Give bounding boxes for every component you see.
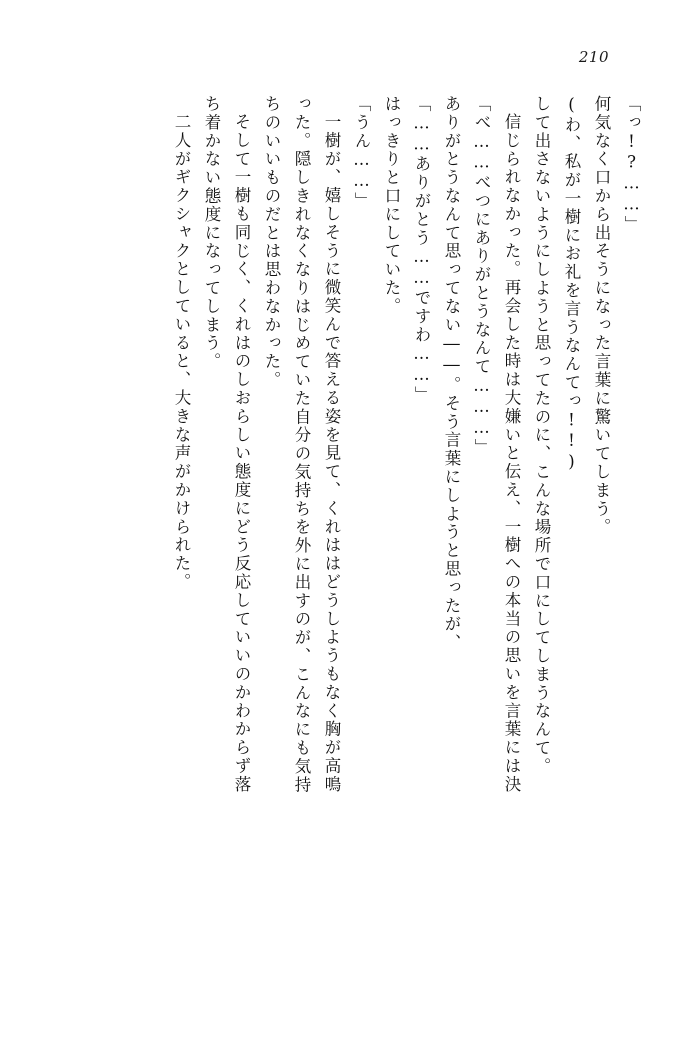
page-number: 210 [578,48,609,66]
text-column: (わ、私が一樹にお礼を言うなんてっ!!) [562,95,581,473]
text-column: そして一樹も同じく、くれはのしおらしい態度にどう反応していいのかわからず落 [232,113,251,794]
text-column: 「うん……」 [352,95,371,211]
text-column: 信じられなかった。再会した時は大嫌いと伝え、一樹への本当の思いを言葉には決 [502,113,521,794]
text-column: はっきりと口にしていた。 [382,95,401,316]
text-column: 一樹が、嬉しそうに微笑んで答える姿を見て、くれははどうしようもなく胸が高鳴 [322,113,341,794]
text-column: 「べ……べつにありがとうなんて………」 [472,95,491,458]
text-column: 「っ!?……」 [622,95,641,234]
text-column: 二人がギクシャクとしていると、大きな声がかけられた。 [172,113,191,592]
text-column: 「……ありがとう……ですわ……」 [412,95,431,405]
text-column: 何気なく口から出そうになった言葉に驚いてしまう。 [592,95,611,537]
vertical-text-block [58,95,641,795]
text-column: ありがとうなんて思ってない――。そう言葉にしようと思ったが、 [442,95,461,652]
text-column: ち着かない態度になってしまう。 [202,95,221,371]
text-column: ちのいいものだとは思わなかった。 [262,95,281,390]
text-column: して出さないようにしようと思ってたのに、こんな場所で口にしてしまうなんて。 [532,95,551,776]
text-column: った。隠しきれなくなりはじめていた自分の気持ちを外に出すのが、こんなにも気持 [292,95,311,795]
